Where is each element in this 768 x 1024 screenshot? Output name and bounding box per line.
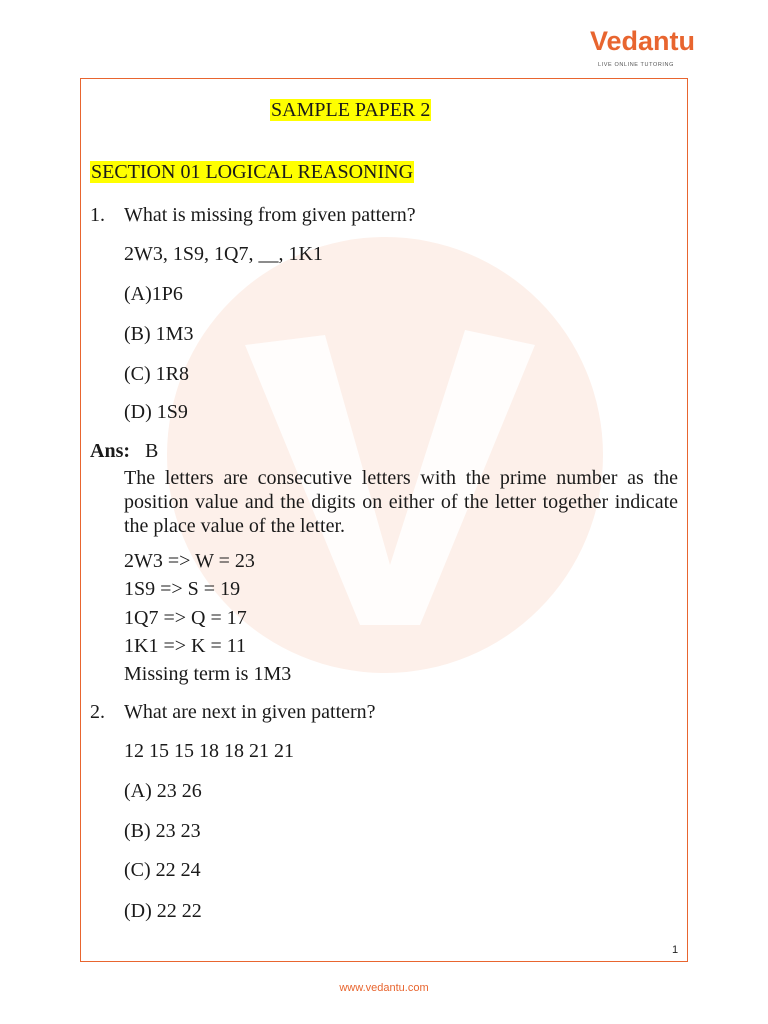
- q2-option-b: (B) 23 23: [124, 820, 201, 842]
- q1-answer: [90, 439, 158, 463]
- q1-option-c: (C) 1R8: [124, 363, 189, 385]
- q1-number: 1.: [90, 204, 105, 226]
- footer-website-link[interactable]: www.vedantu.com: [339, 982, 429, 994]
- q1-step: 1K1 => K = 11: [124, 635, 246, 657]
- q1-conclusion: Missing term is 1M3: [124, 663, 292, 685]
- answer-value: B: [145, 440, 159, 462]
- q1-question: What is missing from given pattern?: [124, 204, 416, 226]
- q1-option-b: (B) 1M3: [124, 323, 194, 345]
- section-heading: SECTION 01 LOGICAL REASONING: [91, 161, 414, 183]
- q2-option-c: (C) 22 24: [124, 859, 201, 881]
- q1-option-a: (A)1P6: [124, 283, 183, 305]
- page-number: 1: [672, 944, 679, 956]
- q1-explanation: The letters are consecutive letters with the prime number as the position value and the digits on either of the letter together indicate the place value of the letter.: [124, 467, 678, 537]
- answer-label: Ans:: [90, 440, 131, 462]
- logo-wordmark: Vedantu: [590, 26, 696, 56]
- q2-question: What are next in given pattern?: [124, 701, 376, 723]
- logo-tagline: LIVE ONLINE TUTORING: [598, 62, 674, 68]
- q2-number: 2.: [90, 701, 105, 723]
- q1-pattern: 2W3, 1S9, 1Q7, __, 1K1: [124, 243, 323, 265]
- q1-step: 1S9 => S = 19: [124, 578, 241, 600]
- q1-step: 1Q7 => Q = 17: [124, 607, 247, 629]
- q2-option-a: (A) 23 26: [124, 780, 202, 802]
- q1-step: 2W3 => W = 23: [124, 550, 255, 572]
- page-title: SAMPLE PAPER 2: [271, 99, 431, 121]
- q2-option-d: (D) 22 22: [124, 900, 202, 922]
- q1-option-d: (D) 1S9: [124, 401, 188, 423]
- q2-pattern: 12 15 15 18 18 21 21: [124, 740, 294, 762]
